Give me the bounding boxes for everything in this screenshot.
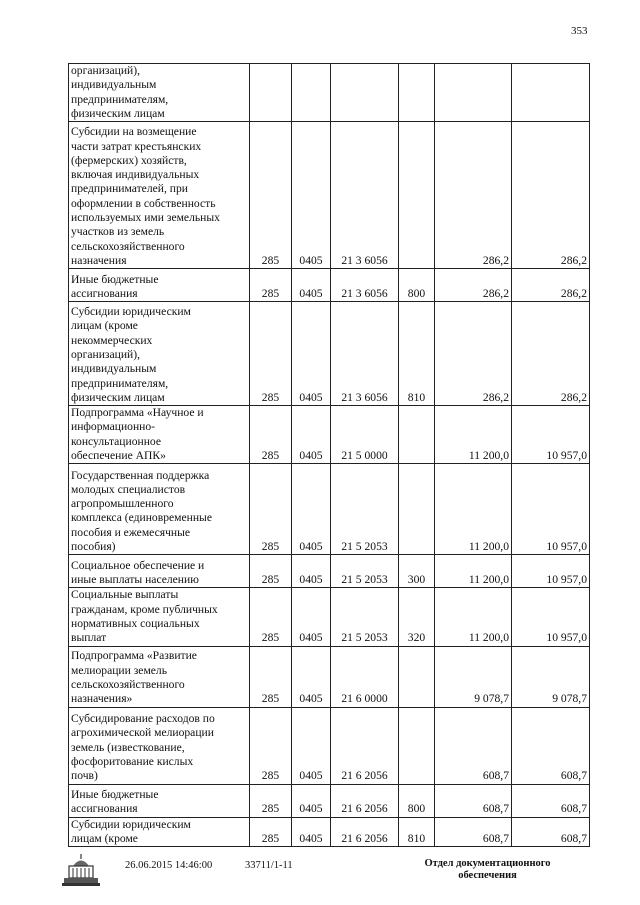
- cell-expense-type: [399, 464, 435, 555]
- cell-section: 0405: [292, 707, 331, 784]
- table-row: [69, 122, 590, 269]
- cell-expense-type: [399, 64, 435, 122]
- cell-target-article: 21 3 6056: [331, 269, 399, 302]
- cell-expense-type: [399, 122, 435, 269]
- cell-amount-actual: 9 078,7: [512, 646, 590, 707]
- row-name-text: Иные бюджетные ассигнования: [71, 272, 159, 300]
- cell-section: 0405: [292, 784, 331, 817]
- row-name-text: Социальное обеспечение и иные выплаты населению: [71, 558, 205, 587]
- cell-section: [292, 64, 331, 122]
- cell-section: 0405: [292, 588, 331, 646]
- row-name-text: Государственная поддержка молодых специалистов агропромышленного комплекса (единовременные пособия и ежемесячные пособия): [71, 468, 212, 554]
- cell-amount-actual: [512, 64, 590, 122]
- cell-amount-plan: 9 078,7: [435, 646, 512, 707]
- cell-grbs: 285: [250, 122, 292, 269]
- cell-amount-plan: 11 200,0: [435, 406, 512, 464]
- cell-amount-plan: 608,7: [435, 817, 512, 847]
- cell-section: 0405: [292, 817, 331, 847]
- cell-grbs: 285: [250, 784, 292, 817]
- cell-amount-actual: 10 957,0: [512, 464, 590, 555]
- table-row: [69, 707, 590, 784]
- table-row: [69, 817, 590, 847]
- cell-grbs: 285: [250, 707, 292, 784]
- cell-grbs: 285: [250, 646, 292, 707]
- cell-target-article: [331, 64, 399, 122]
- cell-amount-plan: 286,2: [435, 269, 512, 302]
- cell-amount-plan: 11 200,0: [435, 555, 512, 588]
- cell-target-article: 21 5 2053: [331, 464, 399, 555]
- cell-target-article: 21 6 2056: [331, 817, 399, 847]
- row-name-text: Субсидирование расходов по агрохимической мелиорации земель (известкование, фосфоритование кислых почв): [71, 712, 215, 783]
- cell-target-article: 21 5 2053: [331, 555, 399, 588]
- cell-expense-type: 800: [399, 269, 435, 302]
- cell-amount-plan: [435, 64, 512, 122]
- cell-target-article: 21 3 6056: [331, 302, 399, 406]
- cell-expense-type: [399, 646, 435, 707]
- row-name: [69, 588, 250, 646]
- table-row: [69, 406, 590, 464]
- row-name-text: Субсидии юридическим лицам (кроме некоммерческих организаций), индивидуальным предпринимателям, физическим лицам: [71, 305, 191, 404]
- page-number: 353: [571, 25, 588, 37]
- row-name-text: Подпрограмма «Научное и информационно- консультационное обеспечение АПК»: [71, 406, 204, 463]
- row-name: [69, 555, 250, 588]
- footer-doc-number: 33711/1-11: [245, 860, 293, 871]
- cell-section: 0405: [292, 406, 331, 464]
- cell-target-article: 21 3 6056: [331, 122, 399, 269]
- cell-amount-plan: 286,2: [435, 122, 512, 269]
- row-name: [69, 64, 250, 122]
- row-name: [69, 464, 250, 555]
- cell-amount-actual: 10 957,0: [512, 406, 590, 464]
- row-name: [69, 817, 250, 847]
- cell-amount-actual: 608,7: [512, 707, 590, 784]
- cell-target-article: 21 5 2053: [331, 588, 399, 646]
- row-name-text: Иные бюджетные ассигнования: [71, 787, 159, 816]
- cell-section: 0405: [292, 122, 331, 269]
- cell-grbs: 285: [250, 302, 292, 406]
- cell-amount-plan: 608,7: [435, 784, 512, 817]
- table-row: [69, 464, 590, 555]
- table-row: [69, 784, 590, 817]
- cell-target-article: 21 6 0000: [331, 646, 399, 707]
- cell-expense-type: 810: [399, 817, 435, 847]
- cell-grbs: 285: [250, 406, 292, 464]
- cell-expense-type: 800: [399, 784, 435, 817]
- cell-grbs: [250, 64, 292, 122]
- row-name-text: Социальные выплаты гражданам, кроме публичных нормативных социальных выплат: [71, 588, 218, 645]
- row-name-text: Субсидии на возмещение части затрат крестьянских (фермерских) хозяйств, включая индивидуальных предпринимателей, при оформлении в собственность используемых ими земельных участков из земель сельскохозяйственного назначения: [71, 125, 220, 267]
- row-name: [69, 406, 250, 464]
- cell-section: 0405: [292, 646, 331, 707]
- table-row: [69, 64, 590, 122]
- row-name: [69, 646, 250, 707]
- cell-amount-actual: 286,2: [512, 302, 590, 406]
- cell-target-article: 21 5 0000: [331, 406, 399, 464]
- budget-table: [68, 63, 590, 847]
- cell-amount-plan: 11 200,0: [435, 464, 512, 555]
- cell-amount-actual: 10 957,0: [512, 588, 590, 646]
- cell-amount-actual: 286,2: [512, 269, 590, 302]
- cell-amount-plan: 11 200,0: [435, 588, 512, 646]
- cell-grbs: 285: [250, 817, 292, 847]
- table-row: [69, 646, 590, 707]
- page-footer: [0, 850, 640, 900]
- table-row: [69, 269, 590, 302]
- cell-expense-type: 810: [399, 302, 435, 406]
- cell-amount-plan: 608,7: [435, 707, 512, 784]
- cell-target-article: 21 6 2056: [331, 784, 399, 817]
- row-name-text: Субсидии юридическим лицам (кроме: [71, 817, 191, 845]
- cell-section: 0405: [292, 555, 331, 588]
- cell-amount-actual: 608,7: [512, 784, 590, 817]
- cell-grbs: 285: [250, 555, 292, 588]
- table-row: [69, 302, 590, 406]
- row-name-text: Подпрограмма «Развитие мелиорации земель сельскохозяйственного назначения»: [71, 649, 197, 706]
- footer-datetime: 26.06.2015 14:46:00: [125, 860, 213, 871]
- row-name: [69, 302, 250, 406]
- footer-department: Отдел документационного обеспечения: [424, 858, 551, 881]
- cell-section: 0405: [292, 269, 331, 302]
- row-name: [69, 269, 250, 302]
- table-row: [69, 555, 590, 588]
- cell-amount-plan: 286,2: [435, 302, 512, 406]
- cell-expense-type: [399, 707, 435, 784]
- row-name: [69, 707, 250, 784]
- cell-amount-actual: 286,2: [512, 122, 590, 269]
- cell-expense-type: 300: [399, 555, 435, 588]
- building-logo-icon: [60, 852, 102, 888]
- cell-grbs: 285: [250, 588, 292, 646]
- row-name: [69, 784, 250, 817]
- cell-amount-actual: 10 957,0: [512, 555, 590, 588]
- row-name-text: организаций), индивидуальным предпринимателям, физическим лицам: [71, 64, 169, 120]
- cell-amount-actual: 608,7: [512, 817, 590, 847]
- cell-grbs: 285: [250, 269, 292, 302]
- cell-section: 0405: [292, 302, 331, 406]
- cell-expense-type: 320: [399, 588, 435, 646]
- table-row: [69, 588, 590, 646]
- cell-expense-type: [399, 406, 435, 464]
- cell-grbs: 285: [250, 464, 292, 555]
- row-name: [69, 122, 250, 269]
- cell-section: 0405: [292, 464, 331, 555]
- cell-target-article: 21 6 2056: [331, 707, 399, 784]
